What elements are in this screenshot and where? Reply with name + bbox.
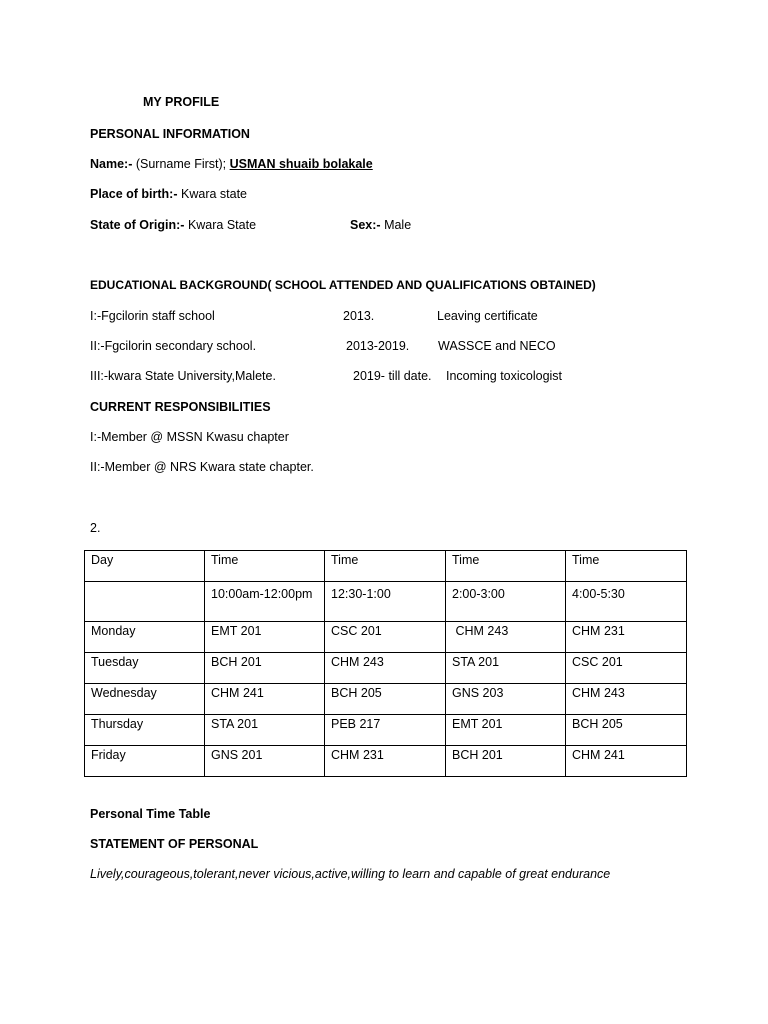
pob-label: Place of birth:- [90,187,178,201]
page-title: MY PROFILE [143,95,220,109]
edu-qualification-3: Incoming toxicologist [446,369,563,383]
course-cell: STA 201 [205,715,325,746]
course-cell: PEB 217 [325,715,446,746]
soo-label: State of Origin:- [90,218,185,232]
header-cell: Time [325,551,446,582]
header-cell: Time [446,551,566,582]
sex-label: Sex:- [350,218,381,232]
course-cell: CHM 243 [446,622,566,653]
edu-school-3: III:-kwara State University,Malete. [90,369,276,383]
course-cell: EMT 201 [446,715,566,746]
course-cell: CSC 201 [566,653,687,684]
statement-heading: STATEMENT OF PERSONAL [90,837,259,851]
day-cell: Tuesday [85,653,205,684]
table-row [85,715,687,746]
table-row [85,684,687,715]
header-cell: Time [566,551,687,582]
course-cell: GNS 201 [205,746,325,777]
course-cell: BCH 201 [446,746,566,777]
course-cell: BCH 205 [566,715,687,746]
course-cell: BCH 205 [325,684,446,715]
time-cell: 2:00-3:00 [446,582,566,622]
sex-line [350,218,411,232]
name-value: USMAN shuaib bolakale [229,157,373,171]
responsibility-item-2: II:-Member @ NRS Kwara state chapter. [90,460,314,474]
course-cell: STA 201 [446,653,566,684]
course-cell: CHM 241 [566,746,687,777]
name-line [90,157,373,171]
course-cell: CHM 243 [566,684,687,715]
course-cell: CHM 231 [566,622,687,653]
responsibility-item-1: I:-Member @ MSSN Kwasu chapter [90,430,289,444]
day-cell: Wednesday [85,684,205,715]
place-of-birth-line [90,187,247,201]
day-cell: Thursday [85,715,205,746]
course-cell: EMT 201 [205,622,325,653]
time-cell: 12:30-1:00 [325,582,446,622]
timetable [84,550,687,777]
time-cell: 10:00am-12:00pm [205,582,325,622]
edu-year-2: 2013-2019. [346,339,410,353]
statement-text: Lively,courageous,tolerant,never vicious,active,willing to learn and capable of great endurance [90,867,611,881]
time-cell: 4:00-5:30 [566,582,687,622]
name-label: Name:- [90,157,133,171]
header-cell: Time [205,551,325,582]
edu-school-2: II:-Fgcilorin secondary school. [90,339,257,353]
edu-qualification-2: WASSCE and NECO [438,339,556,353]
header-cell: Day [85,551,205,582]
table-row [85,746,687,777]
edu-school-1: I:-Fgcilorin staff school [90,309,215,323]
course-cell: CHM 241 [205,684,325,715]
section-number: 2. [90,521,101,535]
edu-year-1: 2013. [343,309,375,323]
course-cell: BCH 201 [205,653,325,684]
timetable-times-row [85,582,687,622]
sex-value: Male [384,218,412,232]
time-cell [85,582,205,622]
day-cell: Monday [85,622,205,653]
course-cell: CSC 201 [325,622,446,653]
edu-qualification-1: Leaving certificate [437,309,538,323]
pob-value: Kwara state [181,187,248,201]
course-cell: CHM 231 [325,746,446,777]
table-row [85,622,687,653]
course-cell: GNS 203 [446,684,566,715]
edu-year-3: 2019- till date. [353,369,432,383]
table-row [85,653,687,684]
day-cell: Friday [85,746,205,777]
timetable-header-row [85,551,687,582]
responsibilities-heading: CURRENT RESPONSIBILITIES [90,400,271,414]
name-note: (Surname First); [135,157,227,171]
state-of-origin-line [90,218,256,232]
soo-value: Kwara State [187,218,257,232]
personal-info-heading: PERSONAL INFORMATION [90,127,250,141]
education-heading: EDUCATIONAL BACKGROUND( SCHOOL ATTENDED AND QUALIFICATIONS OBTAINED) [90,278,596,292]
course-cell: CHM 243 [325,653,446,684]
timetable-caption: Personal Time Table [90,807,211,821]
